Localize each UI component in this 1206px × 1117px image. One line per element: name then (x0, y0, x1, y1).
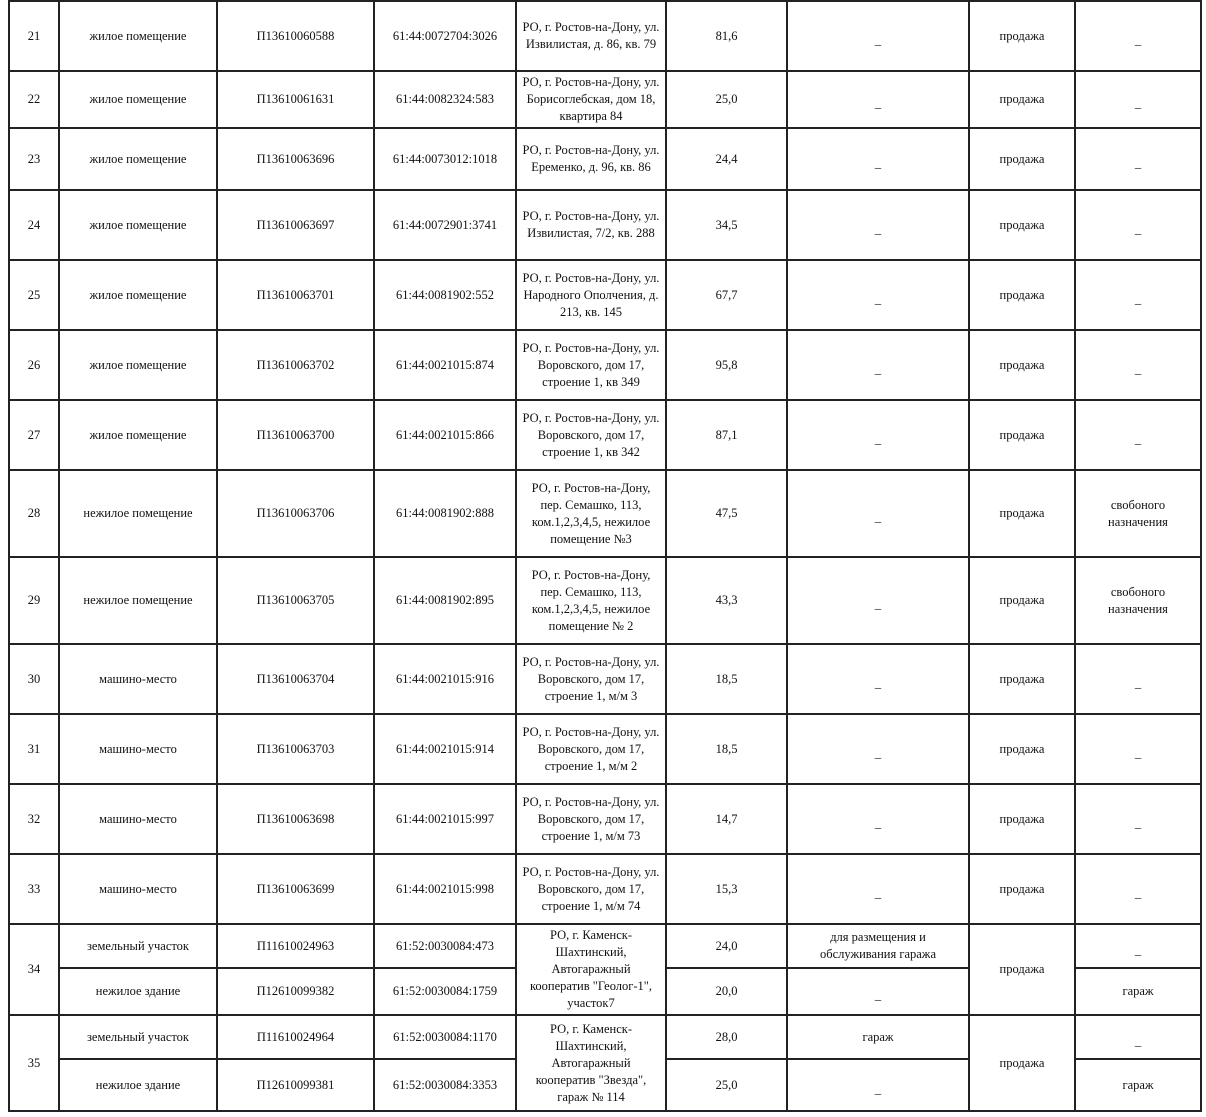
cadastral-number-cell: 61:44:0021015:866 (374, 400, 516, 470)
area-cell: 43,3 (666, 557, 787, 644)
address-cell: РО, г. Каменск-Шахтинский, Автогаражный кооператив "Геолог-1", участок7 (516, 924, 666, 1015)
address-cell: РО, г. Ростов-на-Дону, ул. Воровского, дом 17, строение 1, м/м 3 (516, 644, 666, 714)
note-cell (1075, 1059, 1201, 1111)
note-cell (1075, 854, 1201, 924)
area-cell: 14,7 (666, 784, 787, 854)
area-cell: 18,5 (666, 714, 787, 784)
permitted-use-cell (787, 854, 969, 924)
dash-mark: _ (874, 988, 882, 1003)
cadastral-number-cell: 61:44:0072901:3741 (374, 190, 516, 260)
object-type-cell: машино-место (59, 714, 217, 784)
registry-number-cell: П13610063704 (217, 644, 374, 714)
permitted-use-cell (787, 470, 969, 557)
disposal-method-cell: продажа (969, 784, 1075, 854)
disposal-method-cell: продажа (969, 71, 1075, 128)
registry-number-cell: П12610099381 (217, 1059, 374, 1111)
object-type-cell: машино-место (59, 784, 217, 854)
cadastral-number-cell: 61:52:0030084:1170 (374, 1015, 516, 1059)
object-type-cell: жилое помещение (59, 1, 217, 71)
object-type-cell: машино-место (59, 854, 217, 924)
dash-mark: _ (1134, 96, 1142, 110)
object-type-cell: машино-место (59, 644, 217, 714)
dash-mark: _ (874, 221, 882, 236)
permitted-use-cell (787, 128, 969, 190)
permitted-use-cell (787, 260, 969, 330)
row-number-cell: 30 (9, 644, 59, 714)
registry-number-cell: П13610060588 (217, 1, 374, 71)
note-cell (1075, 714, 1201, 784)
permitted-use-cell (787, 557, 969, 644)
registry-number-cell: П13610063699 (217, 854, 374, 924)
dash-mark: _ (874, 291, 882, 306)
permitted-use-cell (787, 1, 969, 71)
row-number-cell: 34 (9, 924, 59, 1015)
object-type-cell: земельный участок (59, 1015, 217, 1059)
disposal-method-cell: продажа (969, 260, 1075, 330)
permitted-use-cell (787, 1059, 969, 1111)
cadastral-number-cell: 61:44:0081902:888 (374, 470, 516, 557)
permitted-use-cell (787, 1015, 969, 1059)
note-cell (1075, 644, 1201, 714)
note-cell: свобоного назначения (1075, 557, 1201, 644)
area-cell: 34,5 (666, 190, 787, 260)
registry-number-cell: П13610063706 (217, 470, 374, 557)
dash-mark: _ (874, 675, 882, 690)
note-cell: свобоного назначения (1075, 470, 1201, 557)
dash-mark: _ (874, 32, 882, 47)
document-page (8, 0, 1202, 1112)
row-number-cell: 32 (9, 784, 59, 854)
row-number-cell: 21 (9, 1, 59, 71)
permitted-use-cell (787, 714, 969, 784)
area-cell: 81,6 (666, 1, 787, 71)
table-row (9, 71, 1201, 128)
row-number-cell: 31 (9, 714, 59, 784)
registry-number-cell: П11610024963 (217, 924, 374, 968)
dash-mark: _ (874, 597, 882, 611)
row-number-cell: 27 (9, 400, 59, 470)
dash-mark: _ (1134, 1033, 1142, 1048)
note-cell (1075, 1015, 1201, 1059)
table-row (9, 924, 1201, 968)
area-cell: 67,7 (666, 260, 787, 330)
permitted-use-cell (787, 968, 969, 1015)
disposal-method-cell: продажа (969, 1, 1075, 71)
object-type-cell: нежилое здание (59, 968, 217, 1015)
area-cell: 24,0 (666, 924, 787, 968)
table-row (9, 190, 1201, 260)
row-number-cell: 24 (9, 190, 59, 260)
disposal-method-cell: продажа (969, 714, 1075, 784)
table-row (9, 470, 1201, 557)
dash-mark: _ (1134, 942, 1142, 957)
disposal-method-cell: продажа (969, 470, 1075, 557)
cadastral-number-cell: 61:52:0030084:3353 (374, 1059, 516, 1111)
cadastral-number-cell: 61:52:0030084:1759 (374, 968, 516, 1015)
dash-mark: _ (874, 155, 882, 170)
object-type-cell: жилое помещение (59, 260, 217, 330)
dash-mark: _ (1134, 745, 1142, 760)
permitted-use-cell (787, 644, 969, 714)
area-cell: 28,0 (666, 1015, 787, 1059)
object-type-cell: земельный участок (59, 924, 217, 968)
table-row (9, 714, 1201, 784)
note-text: гараж (1122, 1077, 1154, 1092)
registry-number-cell: П13610063698 (217, 784, 374, 854)
address-cell: РО, г. Ростов-на-Дону, ул. Воровского, дом 17, строение 1, кв 342 (516, 400, 666, 470)
dash-mark: _ (874, 96, 882, 110)
property-registry-table (8, 0, 1202, 1112)
address-cell: РО, г. Ростов-на-Дону, ул. Народного Ополчения, д. 213, кв. 145 (516, 260, 666, 330)
address-cell: РО, г. Ростов-на-Дону, ул. Воровского, дом 17, строение 1, м/м 74 (516, 854, 666, 924)
note-cell (1075, 784, 1201, 854)
row-number-cell: 29 (9, 557, 59, 644)
area-cell: 25,0 (666, 1059, 787, 1111)
permitted-use-cell (787, 71, 969, 128)
object-type-cell: жилое помещение (59, 330, 217, 400)
registry-number-cell: П13610061631 (217, 71, 374, 128)
dash-mark: _ (1134, 815, 1142, 830)
area-cell: 18,5 (666, 644, 787, 714)
table-row (9, 400, 1201, 470)
dash-mark: _ (874, 510, 882, 524)
permitted-use-cell (787, 784, 969, 854)
address-cell: РО, г. Ростов-на-Дону, пер. Семашко, 113, ком.1,2,3,4,5, нежилое помещение № 2 (516, 557, 666, 644)
object-type-cell: нежилое помещение (59, 470, 217, 557)
permitted-use-cell (787, 190, 969, 260)
row-number-cell: 26 (9, 330, 59, 400)
address-cell: РО, г. Ростов-на-Дону, ул. Еременко, д. 96, кв. 86 (516, 128, 666, 190)
dash-mark: _ (1134, 32, 1142, 47)
registry-number-cell: П13610063703 (217, 714, 374, 784)
table-row (9, 557, 1201, 644)
address-cell: РО, г. Ростов-на-Дону, ул. Воровского, дом 17, строение 1, м/м 2 (516, 714, 666, 784)
area-cell: 87,1 (666, 400, 787, 470)
dash-mark: _ (1134, 885, 1142, 900)
note-cell (1075, 1, 1201, 71)
table-row (9, 784, 1201, 854)
row-number-cell: 28 (9, 470, 59, 557)
disposal-method-cell: продажа (969, 557, 1075, 644)
table-row (9, 1015, 1201, 1059)
area-cell: 15,3 (666, 854, 787, 924)
cadastral-number-cell: 61:44:0082324:583 (374, 71, 516, 128)
table-body (9, 1, 1201, 1111)
note-cell (1075, 924, 1201, 968)
object-type-cell: нежилое здание (59, 1059, 217, 1111)
registry-number-cell: П13610063702 (217, 330, 374, 400)
dash-mark: _ (1134, 361, 1142, 376)
registry-number-cell: П13610063700 (217, 400, 374, 470)
dash-mark: _ (874, 361, 882, 376)
object-type-cell: нежилое помещение (59, 557, 217, 644)
disposal-method-cell: продажа (969, 330, 1075, 400)
cadastral-number-cell: 61:44:0021015:997 (374, 784, 516, 854)
area-cell: 25,0 (666, 71, 787, 128)
note-cell (1075, 260, 1201, 330)
address-cell: РО, г. Ростов-на-Дону, ул. Борисоглебская, дом 18, квартира 84 (516, 71, 666, 128)
area-cell: 47,5 (666, 470, 787, 557)
dash-mark: _ (874, 885, 882, 900)
table-row (9, 330, 1201, 400)
cadastral-number-cell: 61:52:0030084:473 (374, 924, 516, 968)
disposal-method-cell: продажа (969, 400, 1075, 470)
cadastral-number-cell: 61:44:0081902:552 (374, 260, 516, 330)
disposal-method-cell: продажа (969, 644, 1075, 714)
dash-mark: _ (874, 815, 882, 830)
permitted-use-text: для размещения и обслуживания гаража (819, 930, 936, 962)
address-cell: РО, г. Каменск-Шахтинский, Автогаражный кооператив "Звезда", гараж № 114 (516, 1015, 666, 1111)
address-cell: РО, г. Ростов-на-Дону, ул. Извилистая, д. 86, кв. 79 (516, 1, 666, 71)
disposal-method-cell: продажа (969, 854, 1075, 924)
note-cell (1075, 71, 1201, 128)
table-row (9, 644, 1201, 714)
disposal-method-cell: продажа (969, 1015, 1075, 1111)
cadastral-number-cell: 61:44:0073012:1018 (374, 128, 516, 190)
permitted-use-cell (787, 924, 969, 968)
disposal-method-cell: продажа (969, 128, 1075, 190)
permitted-use-cell (787, 400, 969, 470)
registry-number-cell: П11610024964 (217, 1015, 374, 1059)
object-type-cell: жилое помещение (59, 128, 217, 190)
registry-number-cell: П13610063705 (217, 557, 374, 644)
area-cell: 24,4 (666, 128, 787, 190)
dash-mark: _ (1134, 431, 1142, 446)
permitted-use-text: гараж (862, 1029, 894, 1044)
address-cell: РО, г. Ростов-на-Дону, пер. Семашко, 113, ком.1,2,3,4,5, нежилое помещение №3 (516, 470, 666, 557)
dash-mark: _ (874, 1081, 882, 1096)
note-text: гараж (1122, 984, 1154, 999)
dash-mark: _ (1134, 291, 1142, 306)
note-cell (1075, 128, 1201, 190)
registry-number-cell: П13610063697 (217, 190, 374, 260)
object-type-cell: жилое помещение (59, 71, 217, 128)
row-number-cell: 33 (9, 854, 59, 924)
note-cell (1075, 968, 1201, 1015)
area-cell: 20,0 (666, 968, 787, 1015)
dash-mark: _ (874, 745, 882, 760)
table-row (9, 1, 1201, 71)
dash-mark: _ (1134, 221, 1142, 236)
cadastral-number-cell: 61:44:0021015:998 (374, 854, 516, 924)
permitted-use-cell (787, 330, 969, 400)
cadastral-number-cell: 61:44:0021015:874 (374, 330, 516, 400)
table-row (9, 128, 1201, 190)
registry-number-cell: П12610099382 (217, 968, 374, 1015)
address-cell: РО, г. Ростов-на-Дону, ул. Воровского, дом 17, строение 1, кв 349 (516, 330, 666, 400)
note-cell (1075, 400, 1201, 470)
cadastral-number-cell: 61:44:0021015:916 (374, 644, 516, 714)
table-row (9, 260, 1201, 330)
cadastral-number-cell: 61:44:0021015:914 (374, 714, 516, 784)
registry-number-cell: П13610063696 (217, 128, 374, 190)
row-number-cell: 22 (9, 71, 59, 128)
disposal-method-cell: продажа (969, 924, 1075, 1015)
address-cell: РО, г. Ростов-на-Дону, ул. Воровского, дом 17, строение 1, м/м 73 (516, 784, 666, 854)
table-row (9, 854, 1201, 924)
object-type-cell: жилое помещение (59, 190, 217, 260)
note-cell (1075, 330, 1201, 400)
object-type-cell: жилое помещение (59, 400, 217, 470)
address-cell: РО, г. Ростов-на-Дону, ул. Извилистая, 7/2, кв. 288 (516, 190, 666, 260)
note-cell (1075, 190, 1201, 260)
disposal-method-cell: продажа (969, 190, 1075, 260)
row-number-cell: 25 (9, 260, 59, 330)
cadastral-number-cell: 61:44:0081902:895 (374, 557, 516, 644)
dash-mark: _ (1134, 675, 1142, 690)
row-number-cell: 35 (9, 1015, 59, 1111)
dash-mark: _ (874, 431, 882, 446)
registry-number-cell: П13610063701 (217, 260, 374, 330)
area-cell: 95,8 (666, 330, 787, 400)
row-number-cell: 23 (9, 128, 59, 190)
dash-mark: _ (1134, 155, 1142, 170)
cadastral-number-cell: 61:44:0072704:3026 (374, 1, 516, 71)
